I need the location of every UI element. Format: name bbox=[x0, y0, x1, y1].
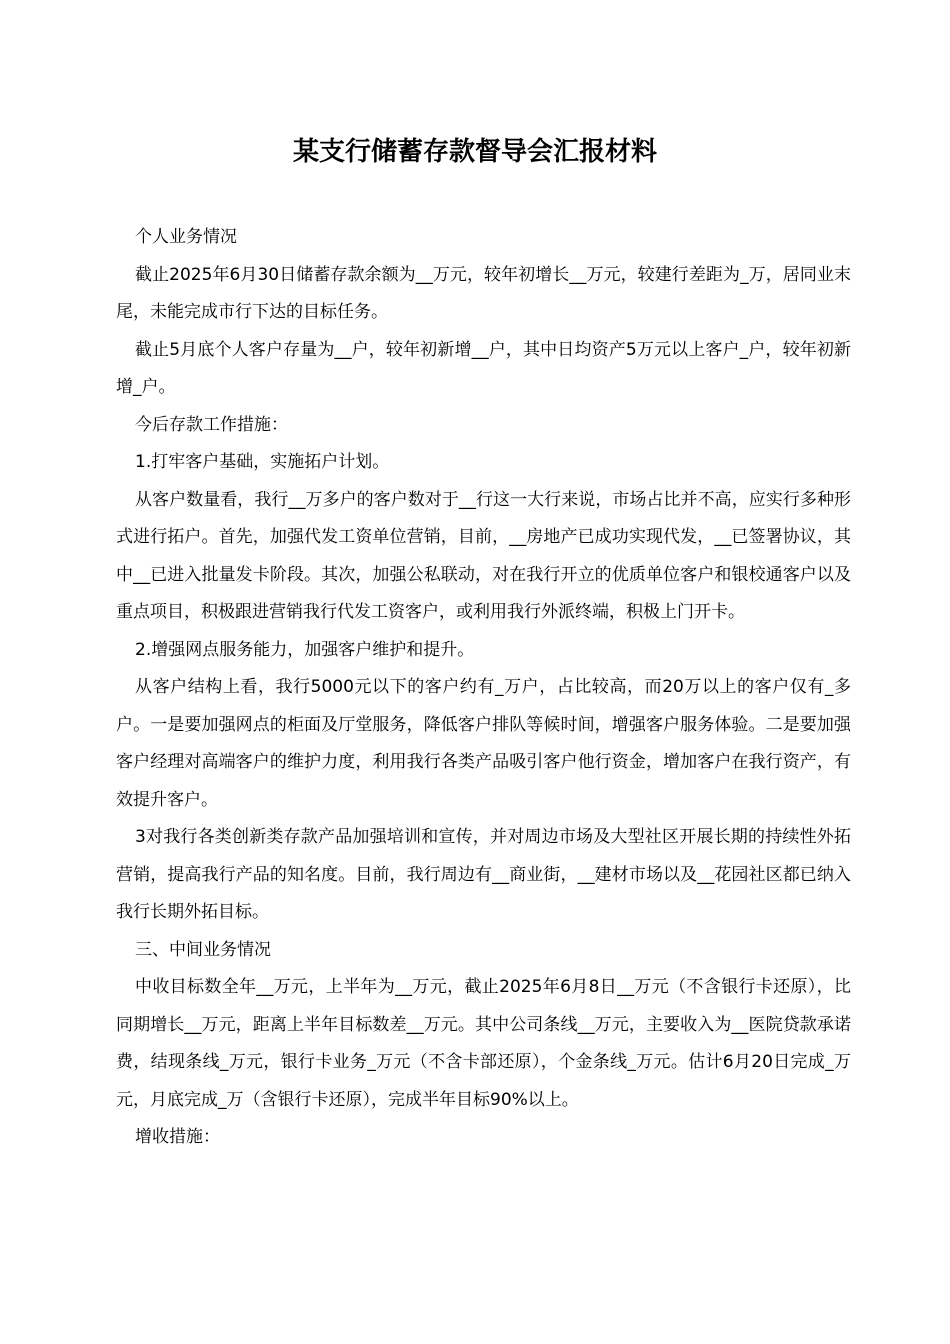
document-title: 某支行储蓄存款督导会汇报材料 bbox=[292, 137, 657, 167]
list-item-measure-1: 1.打牢客户基础，实施拓户计划。 bbox=[135, 452, 390, 472]
paragraph-deposit-balance: 截止2025年6月30日储蓄存款余额为__万元，较年初增长__万元，较建行差距为_万，居同业末尾，未能完成市行下达的目标任务。 bbox=[116, 264, 851, 322]
paragraph-customer-structure: 从客户结构上看，我行5000元以下的客户约有_万户，占比较高，而20万以上的客户仅有_多户。一是要加强网点的柜面及厅堂服务，降低客户排队等候时间，增强客户服务体验。二是要加强客户经理对高端客户的维护力度，利用我行各类产品吸引客户他行资金，增加客户在我行资产，有效提升客户。 bbox=[116, 677, 851, 810]
paragraph-fee-income: 中收目标数全年__万元，上半年为__万元，截止2025年6月8日__万元（不含银行卡还原），比同期增长__万元，距离上半年目标数差__万元。其中公司条线__万元，主要收入为__医院贷款承诺费，结现条线_万元，银行卡业务_万元（不含卡部还原），个金条线_万元。估计6月20日完成_万元，月底完成_万（含银行卡还原），完成半年目标90%以上。 bbox=[116, 977, 851, 1110]
document-body bbox=[116, 219, 851, 1157]
section-heading-personal-business: 个人业务情况 bbox=[135, 227, 237, 247]
list-item-measure-3: 3对我行各类创新类存款产品加强培训和宣传，并对周边市场及大型社区开展长期的持续性外拓营销，提高我行产品的知名度。目前，我行周边有__商业街，__建材市场以及__花园社区都已纳入我行长期外拓目标。 bbox=[116, 827, 851, 922]
paragraph-customer-count: 截止5月底个人客户存量为__户，较年初新增__户，其中日均资产5万元以上客户_户，较年初新增_户。 bbox=[116, 339, 851, 397]
paragraph-customer-quantity: 从客户数量看，我行__万多户的客户数对于__行这一大行来说，市场占比并不高，应实行多种形式进行拓户。首先，加强代发工资单位营销，目前，__房地产已成功实现代发，__已签署协议，其中__已进入批量发卡阶段。其次，加强公私联动，对在我行开立的优质单位客户和银校通客户以及重点项目，积极跟进营销我行代发工资客户，或利用我行外派终端，积极上门开卡。 bbox=[116, 489, 851, 622]
list-item-measure-2: 2.增强网点服务能力，加强客户维护和提升。 bbox=[135, 639, 475, 660]
section-heading-measures: 今后存款工作措施： bbox=[135, 414, 288, 435]
section-heading-intermediate-business: 三、中间业务情况 bbox=[135, 939, 271, 960]
section-heading-income-measures: 增收措施： bbox=[135, 1127, 220, 1147]
